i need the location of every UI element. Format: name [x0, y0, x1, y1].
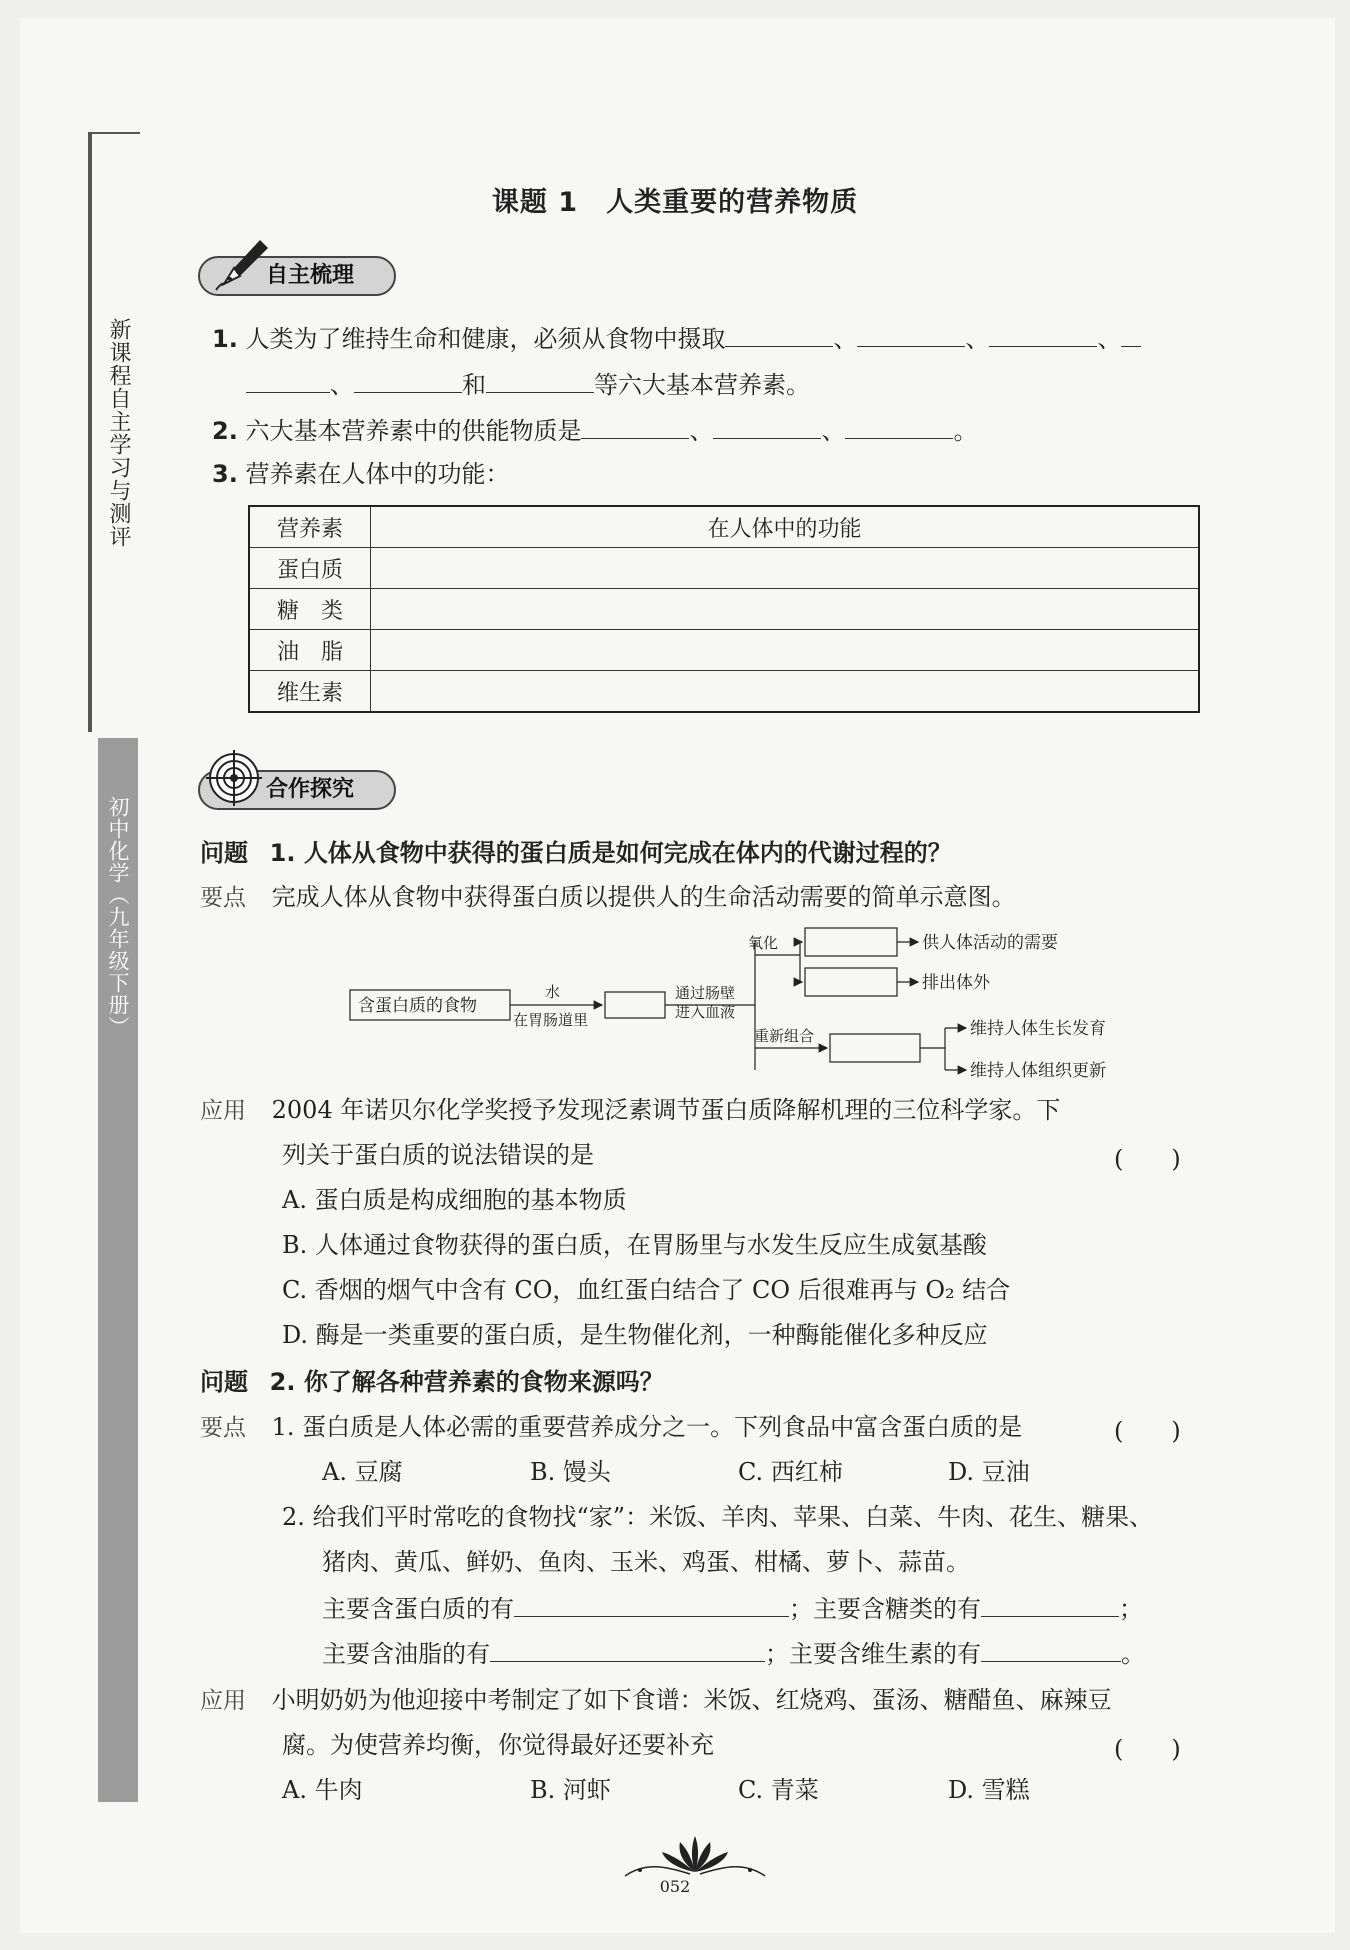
- sidebar-book-title: 新课程自主学习与测评: [106, 318, 131, 548]
- key-point-text: 1. 蛋白质是人体必需的重要营养成分之一。下列食品中富含蛋白质的是: [271, 1413, 1023, 1441]
- question-number: 3.: [212, 460, 238, 488]
- protein-label: 主要含蛋白质的有: [322, 1595, 514, 1623]
- answer-parentheses[interactable]: ( ): [1114, 1417, 1181, 1445]
- table-cell-nutrient: 维生素: [249, 671, 371, 713]
- question-text: 人类为了维持生命和健康，必须从食物中摄取: [245, 325, 726, 353]
- separator: 、: [833, 325, 858, 353]
- protein-metabolism-diagram: [340, 920, 1160, 1088]
- answer-blank[interactable]: [857, 322, 965, 347]
- diagram-arrow2-bottom: 进入血液: [675, 1003, 736, 1021]
- separator: 、: [821, 417, 846, 445]
- separator: 、: [965, 325, 990, 353]
- question-text-end: 。: [953, 417, 978, 445]
- key-point-2-q1: [200, 1411, 1022, 1444]
- nutrient-function-table: [248, 505, 1200, 713]
- diagram-recombine: 重新组合: [754, 1027, 815, 1045]
- option-a[interactable]: A. 豆腐: [322, 1458, 403, 1486]
- fat-vitamin-line: [322, 1637, 1145, 1670]
- diagram-start-text: 含蛋白质的食物: [358, 996, 477, 1016]
- diagram-arrow1-top: 水: [545, 983, 561, 1001]
- diagram-blank-box[interactable]: [805, 968, 897, 996]
- pen-icon: [210, 232, 272, 294]
- target-icon: [204, 748, 264, 808]
- table-cell-function[interactable]: [371, 548, 1200, 589]
- diagram-output-2: 排出体外: [922, 973, 990, 993]
- table-row: [249, 630, 1199, 671]
- key-point-1: [200, 881, 1016, 914]
- application-text: 2004 年诺贝尔化学奖授予发现泛素调节蛋白质降解机理的三位科学家。下: [271, 1096, 1061, 1124]
- application-2-line2: 腐。为使营养均衡，你觉得最好还要补充: [282, 1731, 714, 1759]
- option-b[interactable]: B. 人体通过食物获得的蛋白质，在胃肠里与水发生反应生成氨基酸: [282, 1231, 987, 1259]
- sidebar-rule: [88, 132, 92, 732]
- answer-blank[interactable]: [713, 414, 821, 439]
- table-cell-nutrient: 蛋白质: [249, 548, 371, 589]
- diagram-output-4: 维持人体组织更新: [970, 1061, 1106, 1081]
- issue-1: [200, 837, 952, 869]
- badge-label: 合作探究: [266, 777, 355, 802]
- table-cell-function[interactable]: [371, 671, 1200, 713]
- option-b[interactable]: B. 河虾: [530, 1776, 611, 1804]
- table-cell-function[interactable]: [371, 630, 1200, 671]
- application-1-line1: [200, 1094, 1060, 1127]
- question-2: [212, 414, 977, 447]
- diagram-blank-box[interactable]: [605, 992, 665, 1018]
- diagram-output-3: 维持人体生长发育: [970, 1019, 1106, 1039]
- application-text: 小明奶奶为他迎接中考制定了如下食谱：米饭、红烧鸡、蛋汤、糖醋鱼、麻辣豆: [271, 1686, 1112, 1714]
- protein-answer-blank[interactable]: [514, 1592, 789, 1617]
- answer-blank[interactable]: [1121, 322, 1141, 347]
- diagram-blank-box[interactable]: [805, 928, 897, 956]
- sugar-answer-blank[interactable]: [981, 1592, 1119, 1617]
- application-1-line2: 列关于蛋白质的说法错误的是: [282, 1141, 594, 1169]
- answer-blank[interactable]: [725, 322, 833, 347]
- page-number: 052: [659, 1877, 691, 1896]
- answer-blank[interactable]: [989, 322, 1097, 347]
- question-1-line1: [212, 322, 1141, 355]
- issue-text: 1. 人体从食物中获得的蛋白质是如何完成在体内的代谢过程的？: [269, 839, 952, 867]
- question-1-line2: [246, 368, 810, 401]
- option-c[interactable]: C. 香烟的烟气中含有 CO，血红蛋白结合了 CO 后很难再与 O₂ 结合: [282, 1276, 1011, 1304]
- option-d[interactable]: D. 雪糕: [948, 1776, 1030, 1804]
- key-point-label: 要点: [200, 1415, 246, 1441]
- table-header-cell: 营养素: [249, 506, 371, 548]
- table-row: [249, 671, 1199, 713]
- key-point-2-q2-line1: 2. 给我们平时常吃的食物找“家”：米饭、羊肉、苹果、白菜、牛肉、花生、糖果、: [282, 1503, 1154, 1531]
- option-d[interactable]: D. 豆油: [948, 1458, 1030, 1486]
- diagram-arrow2-top: 通过肠壁: [675, 984, 736, 1002]
- application-2-line1: [200, 1684, 1112, 1717]
- conjunction: 和: [462, 371, 486, 399]
- badge-label: 自主梳理: [266, 263, 355, 288]
- key-point-text: 完成人体从食物中获得蛋白质以提供人的生命活动需要的简单示意图。: [271, 883, 1016, 911]
- table-cell-nutrient: 糖 类: [249, 589, 371, 630]
- table-cell-function[interactable]: [371, 589, 1200, 630]
- sidebar-subject: 初中化学（九年级下册）: [106, 796, 130, 1038]
- vitamin-label: ；主要含维生素的有: [765, 1640, 981, 1668]
- answer-blank[interactable]: [486, 368, 594, 393]
- option-a[interactable]: A. 牛肉: [282, 1776, 363, 1804]
- table-header-cell: 在人体中的功能: [371, 506, 1200, 548]
- page-title: 课题 1 人类重要的营养物质: [491, 187, 859, 218]
- answer-parentheses[interactable]: ( ): [1114, 1145, 1181, 1173]
- table-row: [249, 589, 1199, 630]
- answer-blank[interactable]: [581, 414, 689, 439]
- diagram-blank-box[interactable]: [830, 1034, 920, 1062]
- answer-blank[interactable]: [845, 414, 953, 439]
- question-text: 营养素在人体中的功能：: [245, 460, 510, 488]
- diagram-oxidation: 氧化: [748, 934, 779, 952]
- option-b[interactable]: B. 馒头: [530, 1458, 611, 1486]
- option-c[interactable]: C. 青菜: [738, 1776, 819, 1804]
- separator: 。: [1121, 1640, 1145, 1668]
- diagram-arrow1-bottom: 在胃肠道里: [513, 1011, 589, 1029]
- sugar-label: ；主要含糖类的有: [789, 1595, 981, 1623]
- question-number: 1.: [212, 325, 238, 353]
- application-label: 应用: [200, 1688, 246, 1714]
- floral-ornament-icon: [620, 1832, 770, 1882]
- diagram-output-1: 供人体活动的需要: [922, 933, 1058, 953]
- separator: ；: [1119, 1595, 1143, 1623]
- fat-label: 主要含油脂的有: [322, 1640, 490, 1668]
- option-d[interactable]: D. 酶是一类重要的蛋白质，是生物催化剂，一种酶能催化多种反应: [282, 1321, 988, 1349]
- answer-parentheses[interactable]: ( ): [1114, 1735, 1181, 1763]
- separator: 、: [1097, 325, 1122, 353]
- key-point-label: 要点: [200, 885, 246, 911]
- table-cell-nutrient: 油 脂: [249, 630, 371, 671]
- application-label: 应用: [200, 1098, 246, 1124]
- option-a[interactable]: A. 蛋白质是构成细胞的基本物质: [282, 1186, 627, 1214]
- question-text: 六大基本营养素中的供能物质是: [245, 417, 582, 445]
- table-header-row: [249, 506, 1199, 548]
- question-3: [212, 458, 509, 490]
- answer-blank[interactable]: [354, 368, 462, 393]
- separator: 、: [330, 371, 354, 399]
- option-c[interactable]: C. 西红柿: [738, 1458, 843, 1486]
- issue-text: 2. 你了解各种营养素的食物来源吗？: [269, 1368, 664, 1396]
- question-text-end: 等六大基本营养素。: [594, 371, 810, 399]
- issue-label: 问题: [200, 1368, 248, 1396]
- separator: 、: [689, 417, 714, 445]
- question-number: 2.: [212, 417, 238, 445]
- protein-sugar-line: [322, 1592, 1143, 1625]
- fat-answer-blank[interactable]: [490, 1637, 765, 1662]
- issue-label: 问题: [200, 839, 248, 867]
- vitamin-answer-blank[interactable]: [981, 1637, 1121, 1662]
- issue-2: [200, 1366, 664, 1398]
- key-point-2-q2-line2: 猪肉、黄瓜、鲜奶、鱼肉、玉米、鸡蛋、柑橘、萝卜、蒜苗。: [322, 1548, 970, 1576]
- table-row: [249, 548, 1199, 589]
- sidebar-top-tick: [88, 132, 140, 134]
- answer-blank[interactable]: [246, 368, 330, 393]
